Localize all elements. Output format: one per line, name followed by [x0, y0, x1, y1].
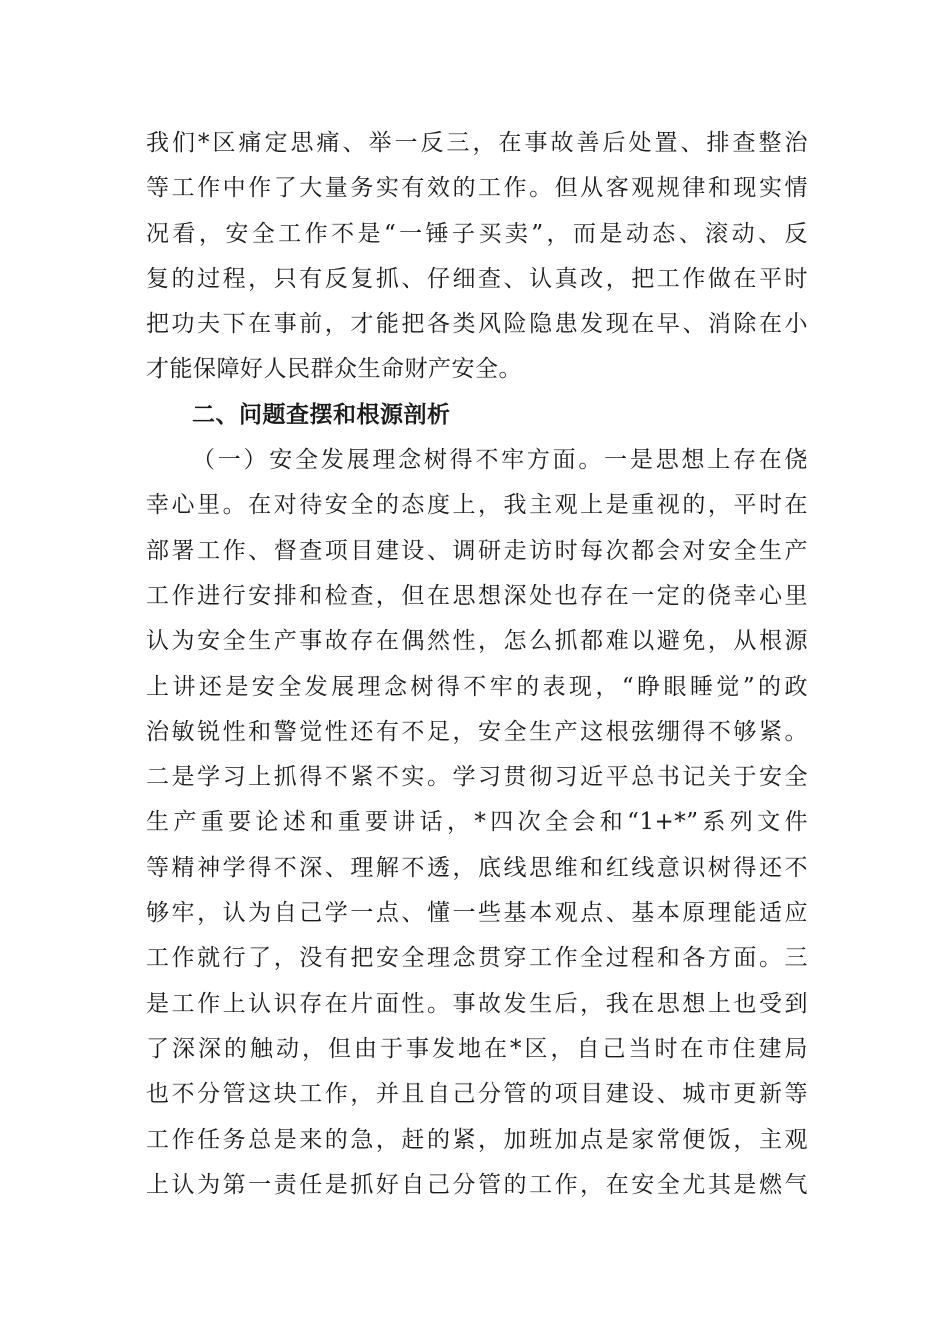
- paragraph-line: 上认为第一责任是抓好自己分管的工作，在安全尤其是燃气: [146, 1171, 808, 1198]
- paragraph-line: 幸心里。在对待安全的态度上，我主观上是重视的，平时在: [146, 492, 808, 519]
- section-heading: 二、问题查摆和根源剖析: [192, 401, 451, 428]
- paragraph-line: 复的过程，只有反复抓、仔细查、认真改，把工作做在平时: [146, 265, 808, 292]
- paragraph-line: 够牢，认为自己学一点、懂一些基本观点、基本原理能适应: [146, 900, 808, 927]
- paragraph-line: 等精神学得不深、理解不透，底线思维和红线意识树得还不: [146, 854, 808, 881]
- paragraph-line: （一）安全发展理念树得不牢方面。一是思想上存在侥: [192, 447, 808, 474]
- paragraph-line: 等工作中作了大量务实有效的工作。但从客观规律和现实情: [146, 175, 808, 202]
- paragraph-line: 上讲还是安全发展理念树得不牢的表现，“睁眼睡觉”的政: [146, 673, 808, 700]
- paragraph-line: 工作进行安排和检查，但在思想深处也存在一定的侥幸心里: [146, 582, 808, 609]
- paragraph-line: 况看，安全工作不是“一锤子买卖”，而是动态、滚动、反: [146, 220, 808, 247]
- paragraph-line: 二是学习上抓得不紧不实。学习贯彻习近平总书记关于安全: [146, 764, 808, 791]
- paragraph-line: 才能保障好人民群众生命财产安全。: [146, 356, 522, 383]
- paragraph-line: 了深深的触动，但由于事发地在*区，自己当时在市住建局: [146, 1035, 808, 1062]
- paragraph-line: 部署工作、督查项目建设、调研走访时每次都会对安全生产: [146, 537, 808, 564]
- paragraph-line: 也不分管这块工作，并且自己分管的项目建设、城市更新等: [146, 1081, 808, 1108]
- paragraph-line: 把功夫下在事前，才能把各类风险隐患发现在早、消除在小: [146, 311, 808, 338]
- paragraph-line: 认为安全生产事故存在偶然性，怎么抓都难以避免，从根源: [146, 628, 808, 655]
- paragraph-line: 我们*区痛定思痛、举一反三，在事故善后处置、排查整治: [146, 130, 808, 156]
- paragraph-line: 工作就行了，没有把安全理念贯穿工作全过程和各方面。三: [146, 945, 808, 972]
- paragraph-line: 治敏锐性和警觉性还有不足，安全生产这根弦绷得不够紧。: [146, 718, 808, 745]
- document-body: [146, 121, 808, 1208]
- paragraph-line: 工作任务总是来的急，赶的紧，加班加点是家常便饭，主观: [146, 1126, 808, 1153]
- paragraph-line: 生产重要论述和重要讲话，*四次全会和“1+*”系列文件: [146, 809, 808, 836]
- paragraph-line: 是工作上认识存在片面性。事故发生后，我在思想上也受到: [146, 990, 808, 1017]
